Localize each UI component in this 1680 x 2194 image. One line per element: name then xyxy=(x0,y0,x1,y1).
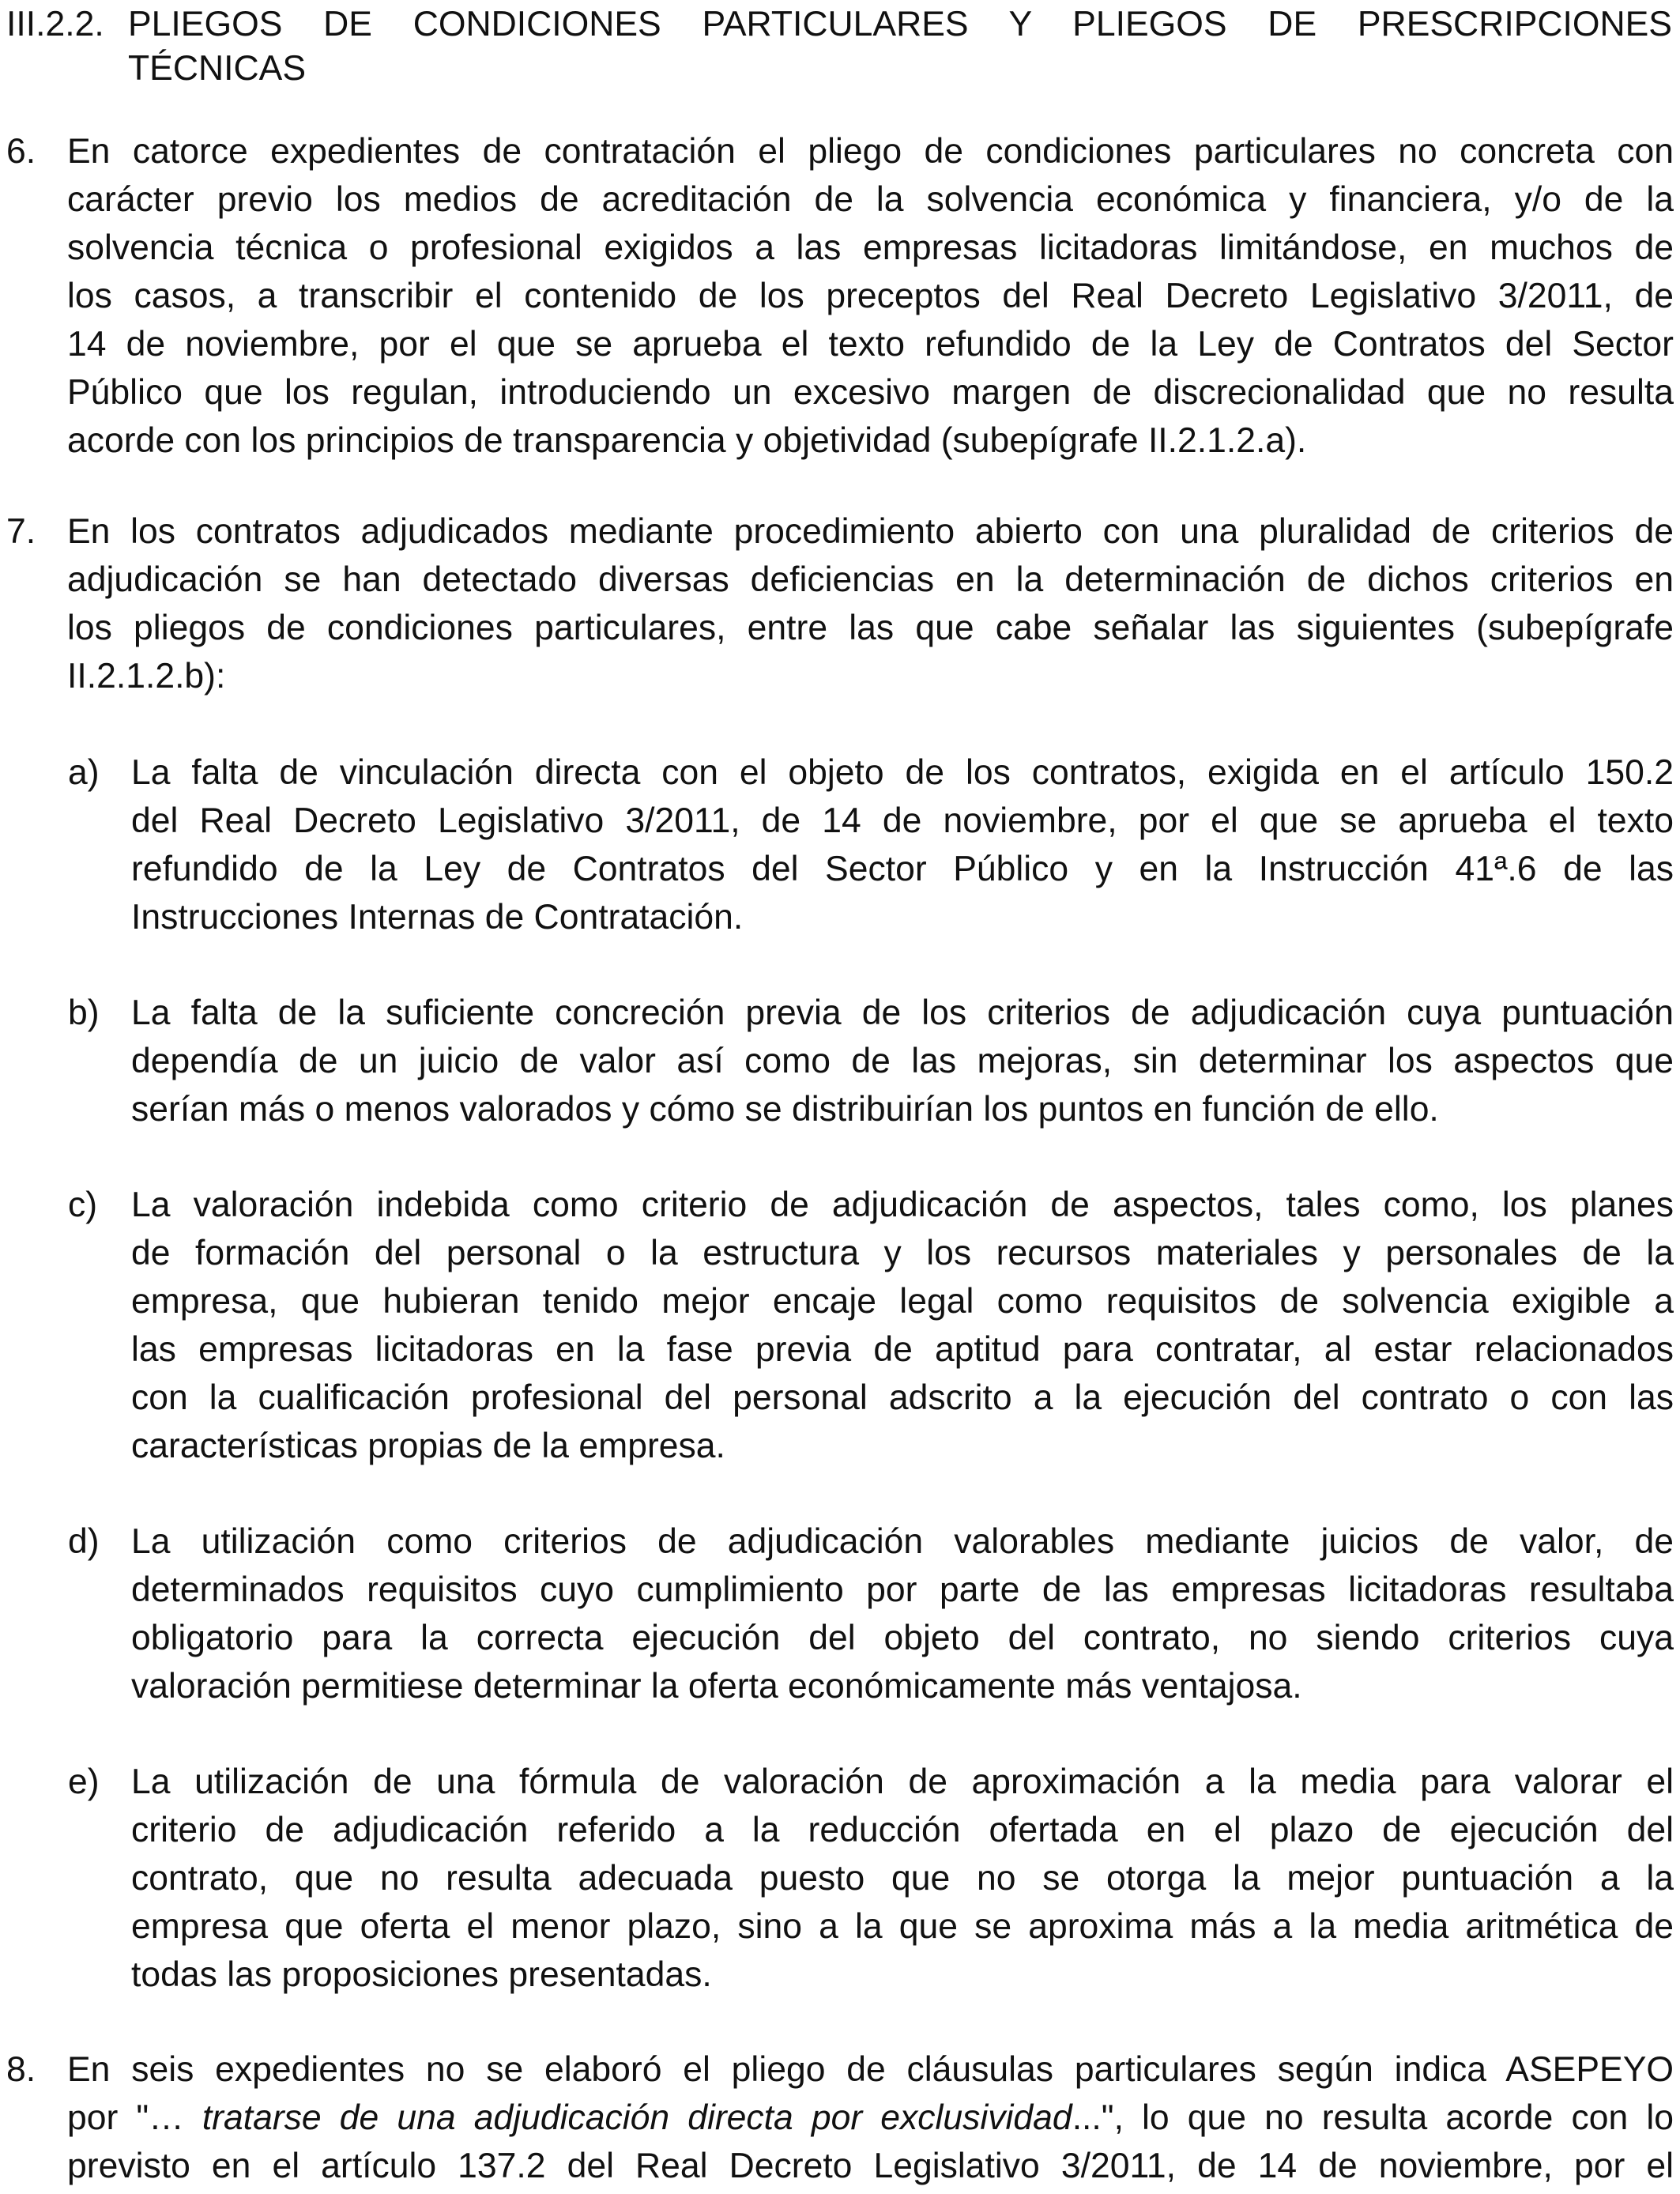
quote-prefix: por "… xyxy=(67,2098,202,2137)
quote-suffix: ...", lo que no resulta acorde con lo xyxy=(1072,2098,1674,2137)
sub-item-line: La falta de vinculación directa con el objeto de los contratos, exigida en el artículo 150.2 xyxy=(131,753,1674,792)
paragraph-line xyxy=(67,2094,1674,2142)
sub-item-line: de formación del personal o la estructura y los recursos materiales y personales de la xyxy=(131,1234,1674,1272)
sub-item-line: todas las proposiciones presentadas. xyxy=(131,1955,712,1994)
sub-item-line: las empresas licitadoras en la fase previa de aptitud para contratar, al estar relacionados xyxy=(131,1330,1674,1369)
section-title-line: PLIEGOS DE CONDICIONES PARTICULARES Y PLIEGOS DE PRESCRIPCIONES xyxy=(128,5,1672,43)
sub-item-line: La utilización de una fórmula de valoración de aproximación a la media para valorar el xyxy=(131,1762,1674,1801)
sub-item-line: dependía de un juicio de valor así como de las mejoras, sin determinar los aspectos que xyxy=(131,1042,1674,1080)
sub-item-line: empresa que oferta el menor plazo, sino a la que se aproxima más a la media aritmética de xyxy=(131,1907,1674,1946)
sub-item-line: serían más o menos valorados y cómo se distribuirían los puntos en función de ello. xyxy=(131,1090,1439,1129)
paragraph-line: 14 de noviembre, por el que se aprueba el texto refundido de la Ley de Contratos del Sector xyxy=(67,325,1674,364)
paragraph-line: acorde con los principios de transparencia y objetividad (subepígrafe II.2.1.2.a). xyxy=(67,421,1307,460)
sub-item-line: con la cualificación profesional del personal adscrito a la ejecución del contrato o con las xyxy=(131,1378,1674,1417)
paragraph-line: En catorce expedientes de contratación el pliego de condiciones particulares no concreta con xyxy=(67,132,1674,171)
paragraph-line: En los contratos adjudicados mediante procedimiento abierto con una pluralidad de criterios de xyxy=(67,512,1674,551)
sub-item-line: Instrucciones Internas de Contratación. xyxy=(131,898,744,937)
paragraph-line: solvencia técnica o profesional exigidos a las empresas licitadoras limitándose, en muchos de xyxy=(67,228,1674,267)
italic-quote: tratarse de una adjudicación directa por exclusividad xyxy=(202,2098,1072,2137)
section-number: III.2.2. xyxy=(6,5,104,43)
sub-item-line: características propias de la empresa. xyxy=(131,1427,725,1465)
sub-item-line: obligatorio para la correcta ejecución del objeto del contrato, no siendo criterios cuya xyxy=(131,1619,1674,1657)
section-title-line: TÉCNICAS xyxy=(128,49,306,88)
sub-item-label: e) xyxy=(68,1762,100,1801)
paragraph-line: los casos, a transcribir el contenido de los preceptos del Real Decreto Legislativo 3/2011, de xyxy=(67,277,1674,315)
sub-item-line: empresa, que hubieran tenido mejor encaje legal como requisitos de solvencia exigible a xyxy=(131,1282,1674,1321)
sub-item-line: contrato, que no resulta adecuada puesto que no se otorga la mejor puntuación a la xyxy=(131,1859,1674,1898)
sub-item-label: b) xyxy=(68,993,100,1032)
paragraph-line: los pliegos de condiciones particulares, entre las que cabe señalar las siguientes (subepígrafe xyxy=(67,609,1674,647)
paragraph-line: II.2.1.2.b): xyxy=(67,657,226,696)
paragraph-line: carácter previo los medios de acreditación de la solvencia económica y financiera, y/o de la xyxy=(67,180,1674,219)
sub-item-line: La valoración indebida como criterio de adjudicación de aspectos, tales como, los planes xyxy=(131,1186,1674,1224)
sub-item-label: a) xyxy=(68,753,100,792)
sub-item-line: refundido de la Ley de Contratos del Sector Público y en la Instrucción 41ª.6 de las xyxy=(131,850,1674,888)
sub-item-line: criterio de adjudicación referido a la reducción ofertada en el plazo de ejecución del xyxy=(131,1811,1674,1849)
sub-item-line: La falta de la suficiente concreción previa de los criterios de adjudicación cuya puntuación xyxy=(131,993,1674,1032)
paragraph-line: adjudicación se han detectado diversas deficiencias en la determinación de dichos criterios en xyxy=(67,560,1674,599)
paragraph-line: En seis expedientes no se elaboró el pliego de cláusulas particulares según indica ASEPEYO xyxy=(67,2050,1674,2089)
paragraph-number: 6. xyxy=(6,132,36,171)
paragraph-number: 8. xyxy=(6,2050,36,2089)
paragraph-line: Público que los regulan, introduciendo un excesivo margen de discrecionalidad que no resulta xyxy=(67,373,1674,412)
sub-item-line: del Real Decreto Legislativo 3/2011, de 14 de noviembre, por el que se aprueba el texto xyxy=(131,801,1674,840)
sub-item-line: La utilización como criterios de adjudicación valorables mediante juicios de valor, de xyxy=(131,1522,1674,1561)
sub-item-label: d) xyxy=(68,1522,100,1561)
paragraph-number: 7. xyxy=(6,512,36,551)
paragraph-line: previsto en el artículo 137.2 del Real Decreto Legislativo 3/2011, de 14 de noviembre, por el xyxy=(67,2147,1674,2185)
sub-item-line: determinados requisitos cuyo cumplimiento por parte de las empresas licitadoras resultaba xyxy=(131,1570,1674,1609)
sub-item-line: valoración permitiese determinar la oferta económicamente más ventajosa. xyxy=(131,1667,1302,1706)
sub-item-label: c) xyxy=(68,1186,98,1224)
